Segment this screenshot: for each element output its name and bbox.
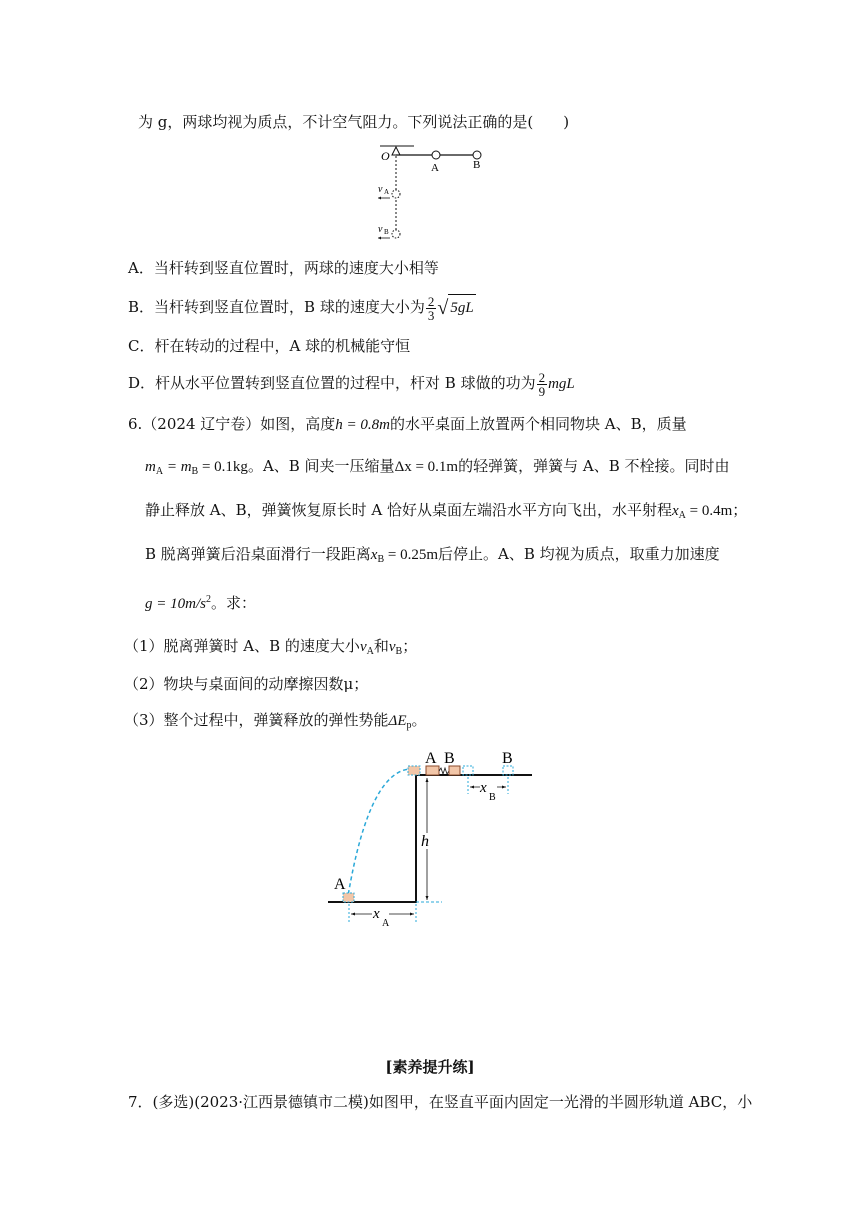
block-b	[449, 766, 460, 775]
fig-label-xa: x	[373, 906, 380, 922]
q5-option-d-text: D．杆从水平位置转到竖直位置的过程中，杆对 B 球做的功为	[128, 374, 536, 392]
q6-height-value: h = 0.8m	[335, 417, 390, 433]
q5-rotating-rod-figure	[370, 142, 500, 246]
q6-table-spring-figure	[320, 744, 540, 934]
q5-option-b-num: 2	[427, 293, 435, 309]
q5-option-b-text: B．当杆转到竖直位置时，B 球的速度大小为	[128, 298, 425, 316]
q6-xb-value: = 0.25m	[384, 547, 439, 563]
q6-ma: m	[145, 459, 156, 475]
q6-ep-sub: p	[406, 720, 412, 731]
q6-line-1	[128, 414, 687, 435]
q6-xa-sub: A	[678, 510, 686, 521]
spring-icon	[439, 768, 449, 774]
fig-label-xb: x	[480, 780, 487, 796]
q6-vb-sub: B	[395, 646, 403, 657]
q5-option-b-radicand: 5gL	[448, 294, 475, 321]
q6-va: v	[359, 639, 367, 655]
label-vb: v	[378, 224, 383, 235]
q6-sub3-end: 。	[411, 711, 427, 729]
q5-option-a: A．当杆转到竖直位置时，两球的速度大小相等	[128, 259, 439, 277]
label-b: B	[473, 159, 481, 171]
q6-sub1-text: （1）脱离弹簧时 A、B 的速度大小	[124, 637, 360, 655]
q6-mass-value: = 0.1kg	[198, 459, 248, 475]
q6-l3-end: ；	[732, 501, 748, 519]
fig-label-a-top: A	[425, 750, 437, 767]
q6-l1-b: 的水平桌面上放置两个相同物块 A、B，质量	[389, 415, 687, 433]
q6-sub-3	[124, 710, 427, 736]
fig-label-xb-sub: B	[489, 792, 496, 803]
q6-line-3	[145, 500, 747, 526]
block-a-edge	[408, 766, 420, 775]
ball-a	[432, 151, 440, 159]
pivot-support-icon	[392, 147, 400, 155]
q6-l2-text: 。A、B 间夹一压缩量	[247, 457, 395, 475]
q6-vb: v	[388, 639, 396, 655]
label-a: A	[431, 162, 439, 174]
q6-sub-1	[124, 636, 417, 662]
fig-label-h: h	[421, 833, 429, 850]
q6-xa-value: = 0.4m	[685, 503, 733, 519]
section-title: [素养提升练]	[385, 1058, 475, 1076]
q6-l4-a: B 脱离弹簧后沿桌面滑行一段距离	[145, 545, 371, 563]
q5-option-c: C．杆在转动的过程中，A 球的机械能守恒	[128, 337, 411, 355]
fig-label-xa-sub: A	[382, 918, 390, 929]
q6-mb: = m	[163, 459, 192, 475]
fig-label-b-right: B	[502, 750, 513, 767]
q6-sub3-text: （3）整个过程中，弹簧释放的弹性势能	[124, 711, 389, 729]
trajectory-dashed	[348, 769, 414, 896]
block-a-landed	[343, 893, 354, 902]
q5-option-b-den: 3	[427, 307, 435, 323]
label-va: v	[378, 184, 383, 195]
q6-compression-value: Δx = 0.1m	[394, 459, 459, 475]
fig-label-b-top: B	[444, 750, 455, 767]
label-vb-sub: B	[384, 228, 389, 236]
q6-va-sub: A	[366, 646, 374, 657]
ball-b	[473, 151, 481, 159]
q6-mb-sub: B	[191, 466, 199, 477]
q6-l2-tail: 的轻弹簧，弹簧与 A、B 不栓接。同时由	[458, 457, 730, 475]
q5-option-d	[128, 370, 575, 398]
label-va-sub: A	[384, 188, 390, 196]
q6-xb-sub: B	[377, 554, 385, 565]
fig-label-a-bottom: A	[334, 876, 346, 893]
q5-option-b: B．当杆转到竖直位置时，B 球的速度大小为 $\frac{2}{3}$ √ 5gL	[128, 293, 474, 323]
q6-l1-a: 6.（2024 辽宁卷）如图，高度	[128, 415, 336, 433]
ball-a-vertical	[392, 190, 400, 198]
q6-sub1-and: 和	[373, 637, 389, 655]
q6-xb: x	[370, 547, 378, 563]
q6-line-5	[145, 590, 256, 614]
q6-l3-text: 静止释放 A、B，弹簧恢复原长时 A 恰好从桌面左端沿水平方向飞出，水平射程	[145, 501, 672, 519]
q6-l5-tail: 。求：	[210, 594, 256, 612]
q5-option-d-den: 9	[538, 383, 546, 399]
ball-b-vertical	[392, 230, 400, 238]
q6-sub-2: （2）物块与桌面间的动摩擦因数μ；	[124, 675, 369, 693]
q6-line-2	[145, 456, 730, 482]
q6-ep: ΔE	[388, 713, 407, 729]
q6-sub1-end: ；	[402, 637, 418, 655]
q6-gravity-sup: 2	[205, 594, 211, 605]
block-a	[426, 766, 439, 775]
q6-line-4	[145, 544, 720, 570]
block-b-final	[503, 766, 513, 775]
q6-xa: x	[672, 503, 679, 519]
label-o: O	[381, 149, 390, 163]
q5-option-d-tail: mgL	[548, 376, 575, 392]
q6-l4-b: 后停止。A、B 均视为质点，取重力加速度	[438, 545, 720, 563]
block-b-release	[463, 766, 473, 775]
q5-stem-tail: 为 g，两球均视为质点，不计空气阻力。下列说法正确的是( )	[138, 113, 570, 131]
q5-option-d-num: 2	[538, 369, 546, 385]
q6-ma-sub: A	[155, 466, 164, 477]
q6-gravity-value: g = 10m/s	[145, 596, 206, 612]
q7-start: 7．(多选)(2023·江西景德镇市二模)如图甲，在竖直平面内固定一光滑的半圆形轨道 ABC，小	[128, 1093, 753, 1111]
